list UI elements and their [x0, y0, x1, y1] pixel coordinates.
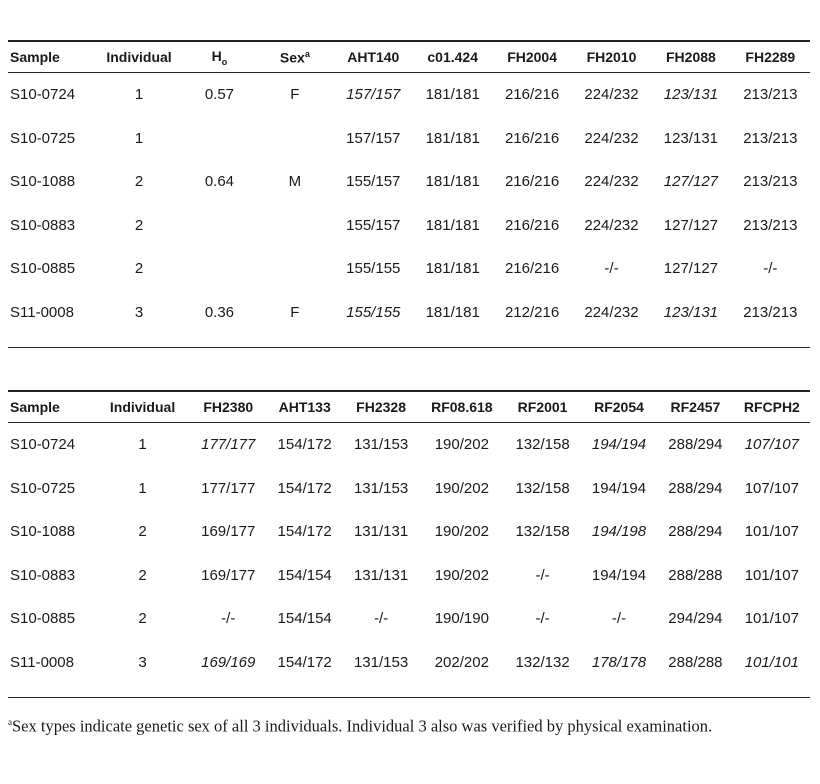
cell-genotype: 216/216 [504, 173, 560, 191]
cell-individual: 1 [134, 129, 144, 147]
cell-sex: F [290, 86, 300, 104]
cell-genotype: 177/177 [201, 479, 256, 497]
cell-genotype: 131/153 [353, 653, 409, 671]
header-individual: Individual [109, 399, 176, 415]
header-fh2328: FH2328 [356, 399, 406, 415]
cell-genotype: 288/294 [668, 523, 723, 541]
cell-genotype: 190/202 [434, 566, 489, 584]
cell-genotype: 107/107 [744, 479, 799, 497]
table-row [8, 73, 810, 117]
cell-genotype: 181/181 [425, 86, 480, 104]
cell-genotype: 154/172 [277, 523, 332, 541]
cell-individual: 2 [138, 523, 147, 541]
header-fh2380: FH2380 [203, 399, 254, 415]
cell-individual: 1 [138, 436, 147, 454]
cell-genotype: 154/172 [277, 436, 332, 454]
cell-genotype: 155/155 [346, 303, 401, 321]
header-ho: $H_o$ [211, 47, 228, 67]
cell-genotype: 202/202 [434, 653, 489, 671]
cell-genotype: 190/202 [434, 523, 489, 541]
cell-sample: S10-0885 [10, 260, 76, 278]
footnote [8, 700, 808, 749]
genotype-table-2 [8, 390, 810, 684]
cell-individual: 2 [138, 566, 147, 584]
cell-genotype: 213/213 [743, 216, 798, 234]
cell-individual: 2 [134, 216, 144, 234]
header-c01424: c01.424 [427, 49, 478, 65]
cell-genotype: 216/216 [504, 86, 560, 104]
header-rf2001: RF2001 [517, 399, 568, 415]
table-row [8, 510, 810, 554]
table-row [8, 291, 810, 335]
cell-sample: S10-0725 [10, 479, 76, 497]
cell-genotype: 132/132 [515, 653, 570, 671]
cell-individual: 2 [134, 173, 144, 191]
footnote-marker: a [8, 717, 12, 727]
cell-genotype: 101/107 [744, 566, 799, 584]
cell-genotype: 181/181 [425, 303, 480, 321]
table-row [8, 554, 810, 598]
cell-sample: S10-0883 [10, 216, 76, 234]
header-fh2289: FH2289 [745, 49, 796, 65]
cell-genotype: 194/194 [591, 436, 647, 454]
cell-genotype: 101/101 [744, 653, 799, 671]
cell-ho: 0.57 [204, 86, 235, 104]
table-header-row [8, 40, 810, 73]
table-row [8, 423, 810, 467]
cell-genotype: 155/155 [346, 260, 401, 278]
footnote-text: Sex types indicate genetic sex of all 3 individuals. Individual 3 also was verified by physical examination. [12, 716, 713, 736]
cell-genotype: 288/288 [668, 566, 723, 584]
cell-sample: S10-0725 [10, 129, 76, 147]
header-individual: Individual [106, 49, 172, 65]
cell-genotype: 224/232 [584, 173, 639, 191]
header-rfcph2: RFCPH2 [743, 399, 800, 415]
cell-genotype: 216/216 [504, 216, 560, 234]
header-fh2088: FH2088 [666, 49, 716, 65]
header-aht133: AHT133 [278, 399, 331, 415]
table-row [8, 467, 810, 511]
cell-genotype: 216/216 [504, 129, 560, 147]
cell-genotype: -/- [604, 260, 619, 278]
table-row [8, 597, 810, 641]
cell-genotype: 177/177 [201, 436, 256, 454]
cell-individual: 2 [138, 610, 147, 628]
cell-genotype: 190/202 [434, 479, 489, 497]
cell-genotype: 155/157 [346, 173, 401, 191]
cell-sample: S10-0724 [10, 436, 76, 454]
cell-genotype: 224/232 [584, 303, 639, 321]
cell-genotype: 169/169 [201, 653, 256, 671]
table-2-bottom-rule [8, 697, 810, 698]
cell-genotype: 224/232 [584, 216, 639, 234]
cell-genotype: 169/177 [201, 566, 256, 584]
cell-genotype: 194/194 [591, 566, 647, 584]
cell-sample: S11-0008 [10, 303, 74, 321]
cell-genotype: 123/131 [663, 86, 719, 104]
header-rf2054: RF2054 [594, 399, 644, 415]
cell-genotype: 131/153 [353, 479, 409, 497]
table-row [8, 641, 810, 685]
cell-genotype: 131/131 [353, 523, 409, 541]
cell-genotype: 132/158 [515, 479, 570, 497]
cell-genotype: 127/127 [663, 260, 719, 278]
header-sample: Sample [10, 399, 60, 415]
cell-individual: 1 [138, 479, 147, 497]
cell-genotype: 224/232 [584, 86, 639, 104]
cell-genotype: 154/172 [277, 653, 332, 671]
cell-genotype: -/- [535, 566, 550, 584]
cell-genotype: 212/216 [504, 303, 560, 321]
table-header-row [8, 390, 810, 423]
cell-genotype: 154/154 [277, 610, 332, 628]
cell-sample: S10-0885 [10, 610, 76, 628]
cell-sample: S11-0008 [10, 653, 74, 671]
cell-genotype: 132/158 [515, 523, 570, 541]
cell-sample: S10-0724 [10, 86, 76, 104]
cell-genotype: -/- [763, 260, 778, 278]
footnote-marker: a [304, 48, 310, 59]
cell-genotype: 155/157 [346, 216, 401, 234]
header-fh2010: FH2010 [586, 49, 637, 65]
table-row [8, 160, 810, 204]
cell-ho: 0.64 [204, 173, 235, 191]
cell-genotype: 190/190 [434, 610, 489, 628]
cell-genotype: 101/107 [744, 610, 799, 628]
cell-genotype: 181/181 [425, 260, 480, 278]
cell-genotype: 107/107 [744, 436, 799, 454]
cell-genotype: 190/202 [434, 436, 489, 454]
cell-ho: 0.36 [204, 303, 235, 321]
cell-genotype: 216/216 [504, 260, 560, 278]
cell-genotype: 101/107 [744, 523, 799, 541]
ho-subscript: o [221, 56, 228, 67]
table-row [8, 204, 810, 248]
header-aht140: AHT140 [347, 49, 400, 65]
cell-individual: 1 [134, 86, 144, 104]
header-fh2004: FH2004 [507, 49, 557, 65]
table-1-bottom-rule [8, 347, 810, 348]
cell-genotype: 169/177 [201, 523, 256, 541]
cell-genotype: 213/213 [743, 86, 798, 104]
cell-genotype: 194/194 [591, 479, 647, 497]
cell-genotype: 157/157 [346, 129, 401, 147]
cell-individual: 3 [138, 653, 147, 671]
cell-genotype: -/- [221, 610, 236, 628]
cell-sample: S10-0883 [10, 566, 76, 584]
cell-genotype: 157/157 [346, 86, 401, 104]
header-sex: Sex$^a$ [279, 48, 310, 66]
cell-genotype: 132/158 [515, 436, 570, 454]
cell-individual: 2 [134, 260, 144, 278]
cell-sample: S10-1088 [10, 523, 76, 541]
cell-genotype: -/- [535, 610, 550, 628]
cell-genotype: 127/127 [663, 173, 719, 191]
cell-genotype: 288/294 [668, 436, 723, 454]
cell-genotype: 181/181 [425, 173, 480, 191]
cell-genotype: 288/294 [668, 479, 723, 497]
table-row [8, 117, 810, 161]
cell-genotype: 181/181 [425, 216, 480, 234]
cell-genotype: -/- [611, 610, 627, 628]
cell-genotype: 123/131 [663, 129, 719, 147]
cell-sex: M [288, 173, 302, 191]
cell-genotype: 294/294 [668, 610, 723, 628]
cell-genotype: 213/213 [743, 129, 798, 147]
cell-genotype: 154/172 [277, 479, 332, 497]
cell-genotype: 154/154 [277, 566, 332, 584]
cell-genotype: 288/288 [668, 653, 723, 671]
cell-genotype: 213/213 [743, 173, 798, 191]
cell-sample: S10-1088 [10, 173, 76, 191]
cell-genotype: 127/127 [663, 216, 719, 234]
cell-genotype: -/- [374, 610, 389, 628]
header-rf2457: RF2457 [670, 399, 721, 415]
header-sample: Sample [10, 49, 60, 65]
cell-genotype: 224/232 [584, 129, 639, 147]
header-rf08618: RF08.618 [431, 399, 493, 415]
cell-genotype: 194/198 [591, 523, 647, 541]
cell-genotype: 178/178 [591, 653, 647, 671]
cell-individual: 3 [134, 303, 144, 321]
cell-genotype: 181/181 [425, 129, 480, 147]
cell-genotype: 131/131 [353, 566, 409, 584]
cell-sex: F [290, 303, 300, 321]
cell-genotype: 123/131 [663, 303, 719, 321]
table-row [8, 247, 810, 291]
cell-genotype: 213/213 [743, 303, 798, 321]
cell-genotype: 131/153 [353, 436, 409, 454]
genotype-table-1 [8, 40, 810, 334]
